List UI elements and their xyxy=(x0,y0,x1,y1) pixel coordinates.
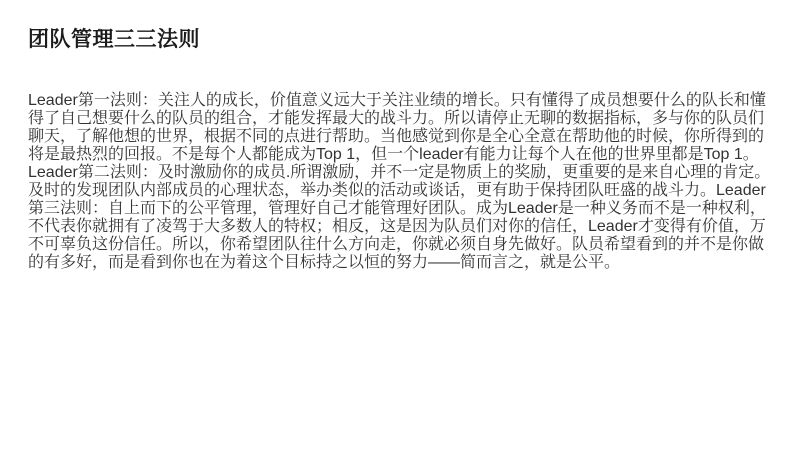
article-body-paragraph: Leader第一法则：关注人的成长，价值意义远大于关注业绩的增长。只有懂得了成员想要什么的队长和懂得了自己想要什么的队员的组合，才能发挥最大的战斗力。所以请停止无聊的数据指标，多与你的队员们聊天，了解他想的世界，根据不同的点进行帮助。当他感觉到你是全心全意在帮助他的时候，你所得到的将是最热烈的回报。不是每个人都能成为Top 1，但一个leader有能力让每个人在他的世界里都是Top 1。Leader第二法则：及时激励你的成员.所谓激励，并不一定是物质上的奖励，更重要的是来自心理的肯定。及时的发现团队内部成员的心理状态，举办类似的活动或谈话，更有助于保持团队旺盛的战斗力。Leader第三法则：自上而下的公平管理，管理好自己才能管理好团队。成为Leader是一种义务而不是一种权利，不代表你就拥有了凌驾于大多数人的特权；相反，这是因为队员们对你的信任，Leader才变得有价值，万不可辜负这份信任。所以，你希望团队往什么方向走，你就必须自身先做好。队员希望看到的并不是你做的有多好，而是看到你也在为着这个目标持之以恒的努力——简而言之，就是公平。 xyxy=(28,92,771,271)
article-title: 团队管理三三法则 xyxy=(28,28,200,51)
